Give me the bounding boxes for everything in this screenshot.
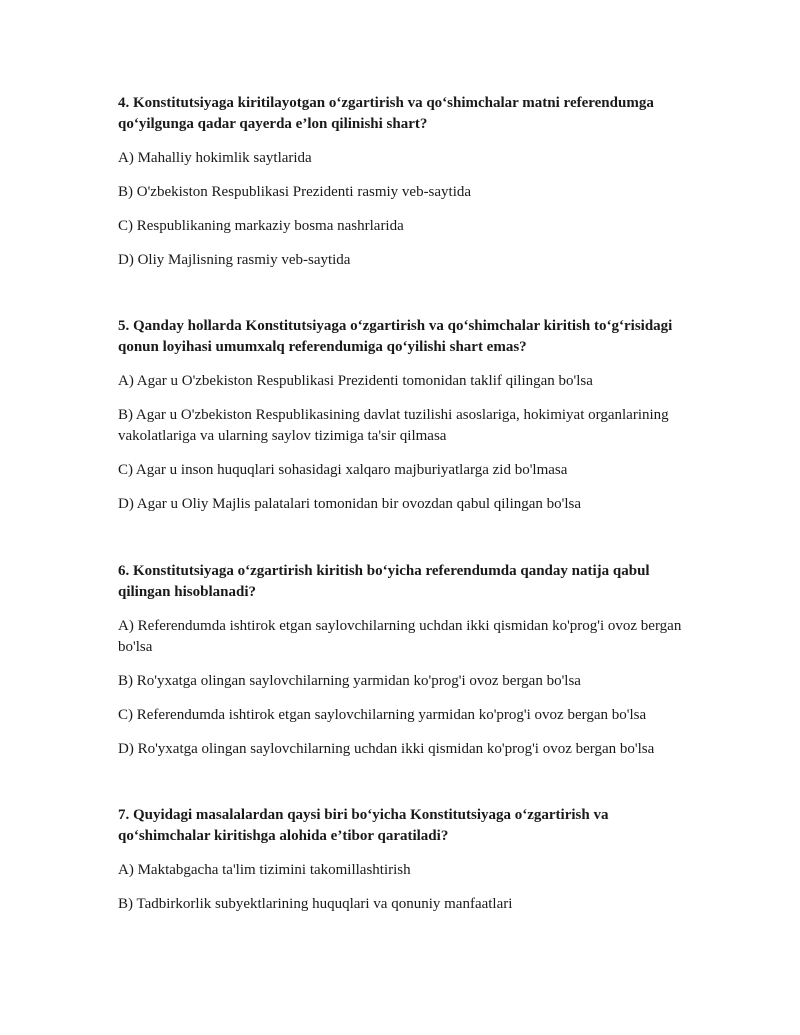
- answer-option-a: A) Agar u O'zbekiston Respublikasi Prezidenti tomonidan taklif qilingan bo'lsa: [118, 373, 593, 389]
- answer-option-d: D) Ro'yxatga olingan saylovchilarning uchdan ikki qismidan ko'prog'i ovoz bergan bo'lsa: [118, 741, 655, 757]
- question-title: 7. Quyidagi masalalardan qaysi biri bo‘yicha Konstitutsiyaga o‘zgartirish va qo‘shimchalar kiritishga alohida e’tibor qaratiladi?: [118, 807, 609, 844]
- answer-option-b: B) Ro'yxatga olingan saylovchilarning yarmidan ko'prog'i ovoz bergan bo'lsa: [118, 673, 581, 689]
- answer-option-c: C) Respublikaning markaziy bosma nashrlarida: [118, 218, 404, 234]
- question-6: [118, 561, 698, 760]
- question-title: 4. Konstitutsiyaga kiritilayotgan o‘zgartirish va qo‘shimchalar matni referendumga qo‘yilgunga qadar qayerda e’lon qilinishi shart?: [118, 95, 654, 132]
- answer-option-a: A) Referendumda ishtirok etgan saylovchilarning uchdan ikki qismidan ko'prog'i ovoz bergan bo'lsa: [118, 618, 682, 655]
- answer-option-a: A) Mahalliy hokimlik saytlarida: [118, 150, 312, 166]
- answer-option-b: B) Agar u O'zbekiston Respublikasining davlat tuzilishi asoslariga, hokimiyat organlarining vakolatlariga va ularning saylov tizimiga ta'sir qilmasa: [118, 407, 669, 444]
- answer-option-d: D) Agar u Oliy Majlis palatalari tomonidan bir ovozdan qabul qilingan bo'lsa: [118, 496, 582, 512]
- question-5: [118, 316, 698, 515]
- answer-option-a: A) Maktabgacha ta'lim tizimini takomillashtirish: [118, 862, 411, 878]
- answer-option-b: B) O'zbekiston Respublikasi Prezidenti rasmiy veb-saytida: [118, 184, 472, 200]
- question-title: 5. Qanday hollarda Konstitutsiyaga o‘zgartirish va qo‘shimchalar kiritish to‘g‘risidagi qonun loyihasi umumxalq referendumiga qo‘yilishi shart emas?: [118, 318, 673, 355]
- answer-option-c: C) Referendumda ishtirok etgan saylovchilarning yarmidan ko'prog'i ovoz bergan bo'lsa: [118, 707, 647, 723]
- answer-option-d: D) Oliy Majlisning rasmiy veb-saytida: [118, 252, 351, 268]
- question-4: [118, 93, 698, 271]
- answer-option-c: C) Agar u inson huquqlari sohasidagi xalqaro majburiyatlarga zid bo'lmasa: [118, 462, 568, 478]
- answer-option-b: B) Tadbirkorlik subyektlarining huquqlari va qonuniy manfaatlari: [118, 896, 513, 912]
- question-7: [118, 805, 698, 915]
- question-title: 6. Konstitutsiyaga o‘zgartirish kiritish bo‘yicha referendumda qanday natija qabul qilingan hisoblanadi?: [118, 563, 650, 600]
